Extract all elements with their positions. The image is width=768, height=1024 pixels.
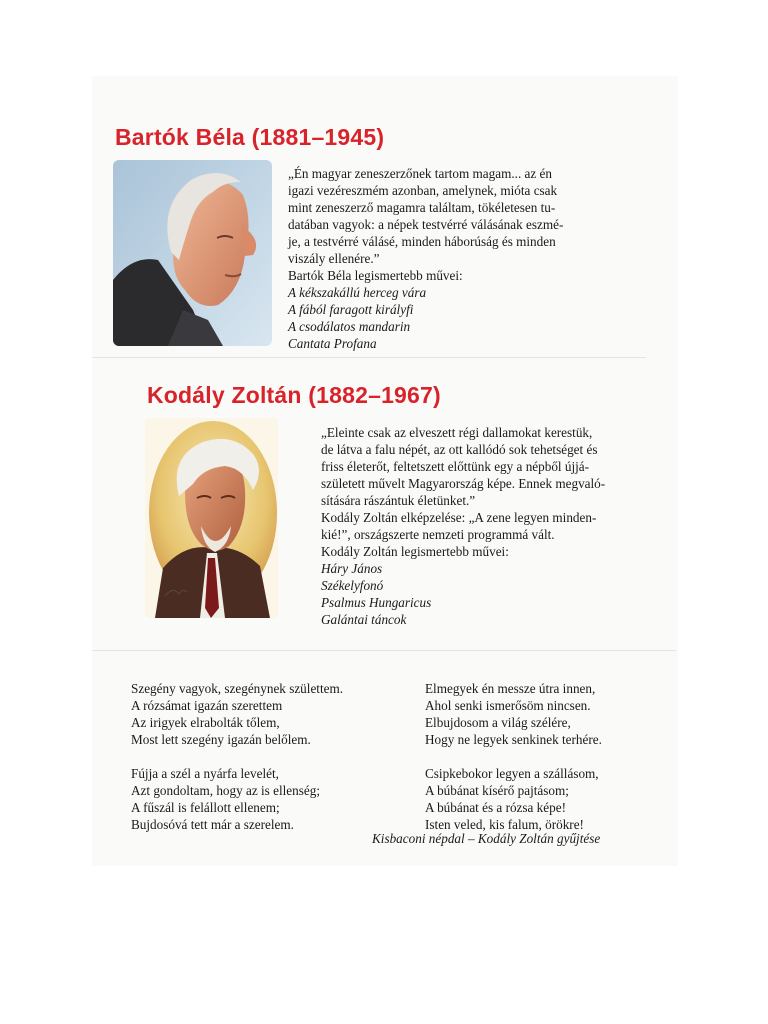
poem-line: Fújja a szél a nyárfa levelét, bbox=[131, 766, 279, 781]
kodaly-quote bbox=[321, 424, 648, 509]
quote-line: de látva a falu népét, az ott kallódó sok tehetséget és bbox=[321, 442, 598, 457]
bartok-quote bbox=[288, 165, 618, 267]
kodaly-text bbox=[321, 424, 648, 628]
poem-line: Csipkebokor legyen a szállásom, bbox=[425, 766, 599, 781]
poem-line: Elmegyek én messze útra innen, bbox=[425, 681, 596, 696]
work-title: A kékszakállú herceg vára bbox=[288, 285, 427, 300]
kodaly-portrait bbox=[145, 418, 278, 618]
poem-line: Hogy ne legyek senkinek terhére. bbox=[425, 732, 602, 747]
quote-line: született művelt Magyarország képe. Ennek megvaló- bbox=[321, 476, 606, 491]
poem-stanza bbox=[425, 765, 602, 833]
quote-line: sítására rászántuk életünket.” bbox=[321, 493, 476, 508]
bartok-works-label: Bartók Béla legismertebb művei: bbox=[288, 268, 463, 283]
poem-line: Az irigyek elrabolták tőlem, bbox=[131, 715, 280, 730]
poem-line: Szegény vagyok, szegénynek születtem. bbox=[131, 681, 344, 696]
work-title: Székelyfonó bbox=[321, 578, 384, 593]
poem-line: A búbánat és a rózsa képe! bbox=[425, 800, 566, 815]
bartok-portrait bbox=[113, 160, 272, 346]
poem-line: Bujdosóvá tett már a szerelem. bbox=[131, 817, 294, 832]
poem-line: A rózsámat igazán szerettem bbox=[131, 698, 283, 713]
quote-line: friss életerőt, feltetszett előttünk egy a népből újjá- bbox=[321, 459, 590, 474]
poem-line: Ahol senki ismerősöm nincsen. bbox=[425, 698, 591, 713]
section-divider bbox=[92, 650, 676, 651]
quote-line: „Eleinte csak az elveszett régi dallamokat kerestük, bbox=[321, 425, 593, 440]
poem-line: Azt gondoltam, hogy az is ellenség; bbox=[131, 783, 320, 798]
poem-left-column bbox=[131, 680, 343, 850]
quote-line: datában vagyok: a népek testvérré válásának eszmé- bbox=[288, 217, 564, 232]
quote-line: viszály ellenére.” bbox=[288, 251, 380, 266]
poem-stanza bbox=[425, 680, 602, 748]
bartok-heading: Bartók Béla (1881–1945) bbox=[115, 124, 385, 150]
quote-line: mint zeneszerző magamra találtam, tökéletesen tu- bbox=[288, 200, 556, 215]
poem-line: Most lett szegény igazán belőlem. bbox=[131, 732, 311, 747]
kodaly-works-label: Kodály Zoltán legismertebb művei: bbox=[321, 544, 509, 559]
work-title: Galántai táncok bbox=[321, 612, 407, 627]
work-title: Cantata Profana bbox=[288, 336, 377, 351]
poem-stanza bbox=[131, 765, 343, 833]
work-title: Psalmus Hungaricus bbox=[321, 595, 432, 610]
idea-line: Kodály Zoltán elképzelése: „A zene legyen minden- bbox=[321, 510, 597, 525]
poem-line: Isten veled, kis falum, örökre! bbox=[425, 817, 584, 832]
poem-stanza bbox=[131, 680, 343, 748]
section-divider bbox=[92, 357, 646, 358]
bartok-text bbox=[288, 165, 618, 352]
kodaly-idea bbox=[321, 509, 648, 543]
work-title: A csodálatos mandarin bbox=[288, 319, 411, 334]
bartok-works-list bbox=[288, 284, 618, 352]
work-title: Háry János bbox=[321, 561, 383, 576]
kodaly-works-list bbox=[321, 560, 648, 628]
kodaly-heading: Kodály Zoltán (1882–1967) bbox=[147, 382, 441, 408]
poem-right-column bbox=[425, 680, 602, 850]
quote-line: igazi vezéreszmém azonban, amelynek, mióta csak bbox=[288, 183, 558, 198]
quote-line: „Én magyar zeneszerzőnek tartom magam... az én bbox=[288, 166, 552, 181]
poem-line: A búbánat kísérő pajtásom; bbox=[425, 783, 569, 798]
poem-line: A fűszál is felállott ellenem; bbox=[131, 800, 280, 815]
poem-line: Elbujdosom a világ szélére, bbox=[425, 715, 571, 730]
idea-line: kié!”, országszerte nemzeti programmá vált. bbox=[321, 527, 555, 542]
quote-line: je, a testvérré válásé, minden háborúság és minden bbox=[288, 234, 556, 249]
work-title: A fából faragott királyfi bbox=[288, 302, 414, 317]
poem-attribution: Kisbaconi népdal – Kodály Zoltán gyűjtése bbox=[372, 831, 601, 846]
